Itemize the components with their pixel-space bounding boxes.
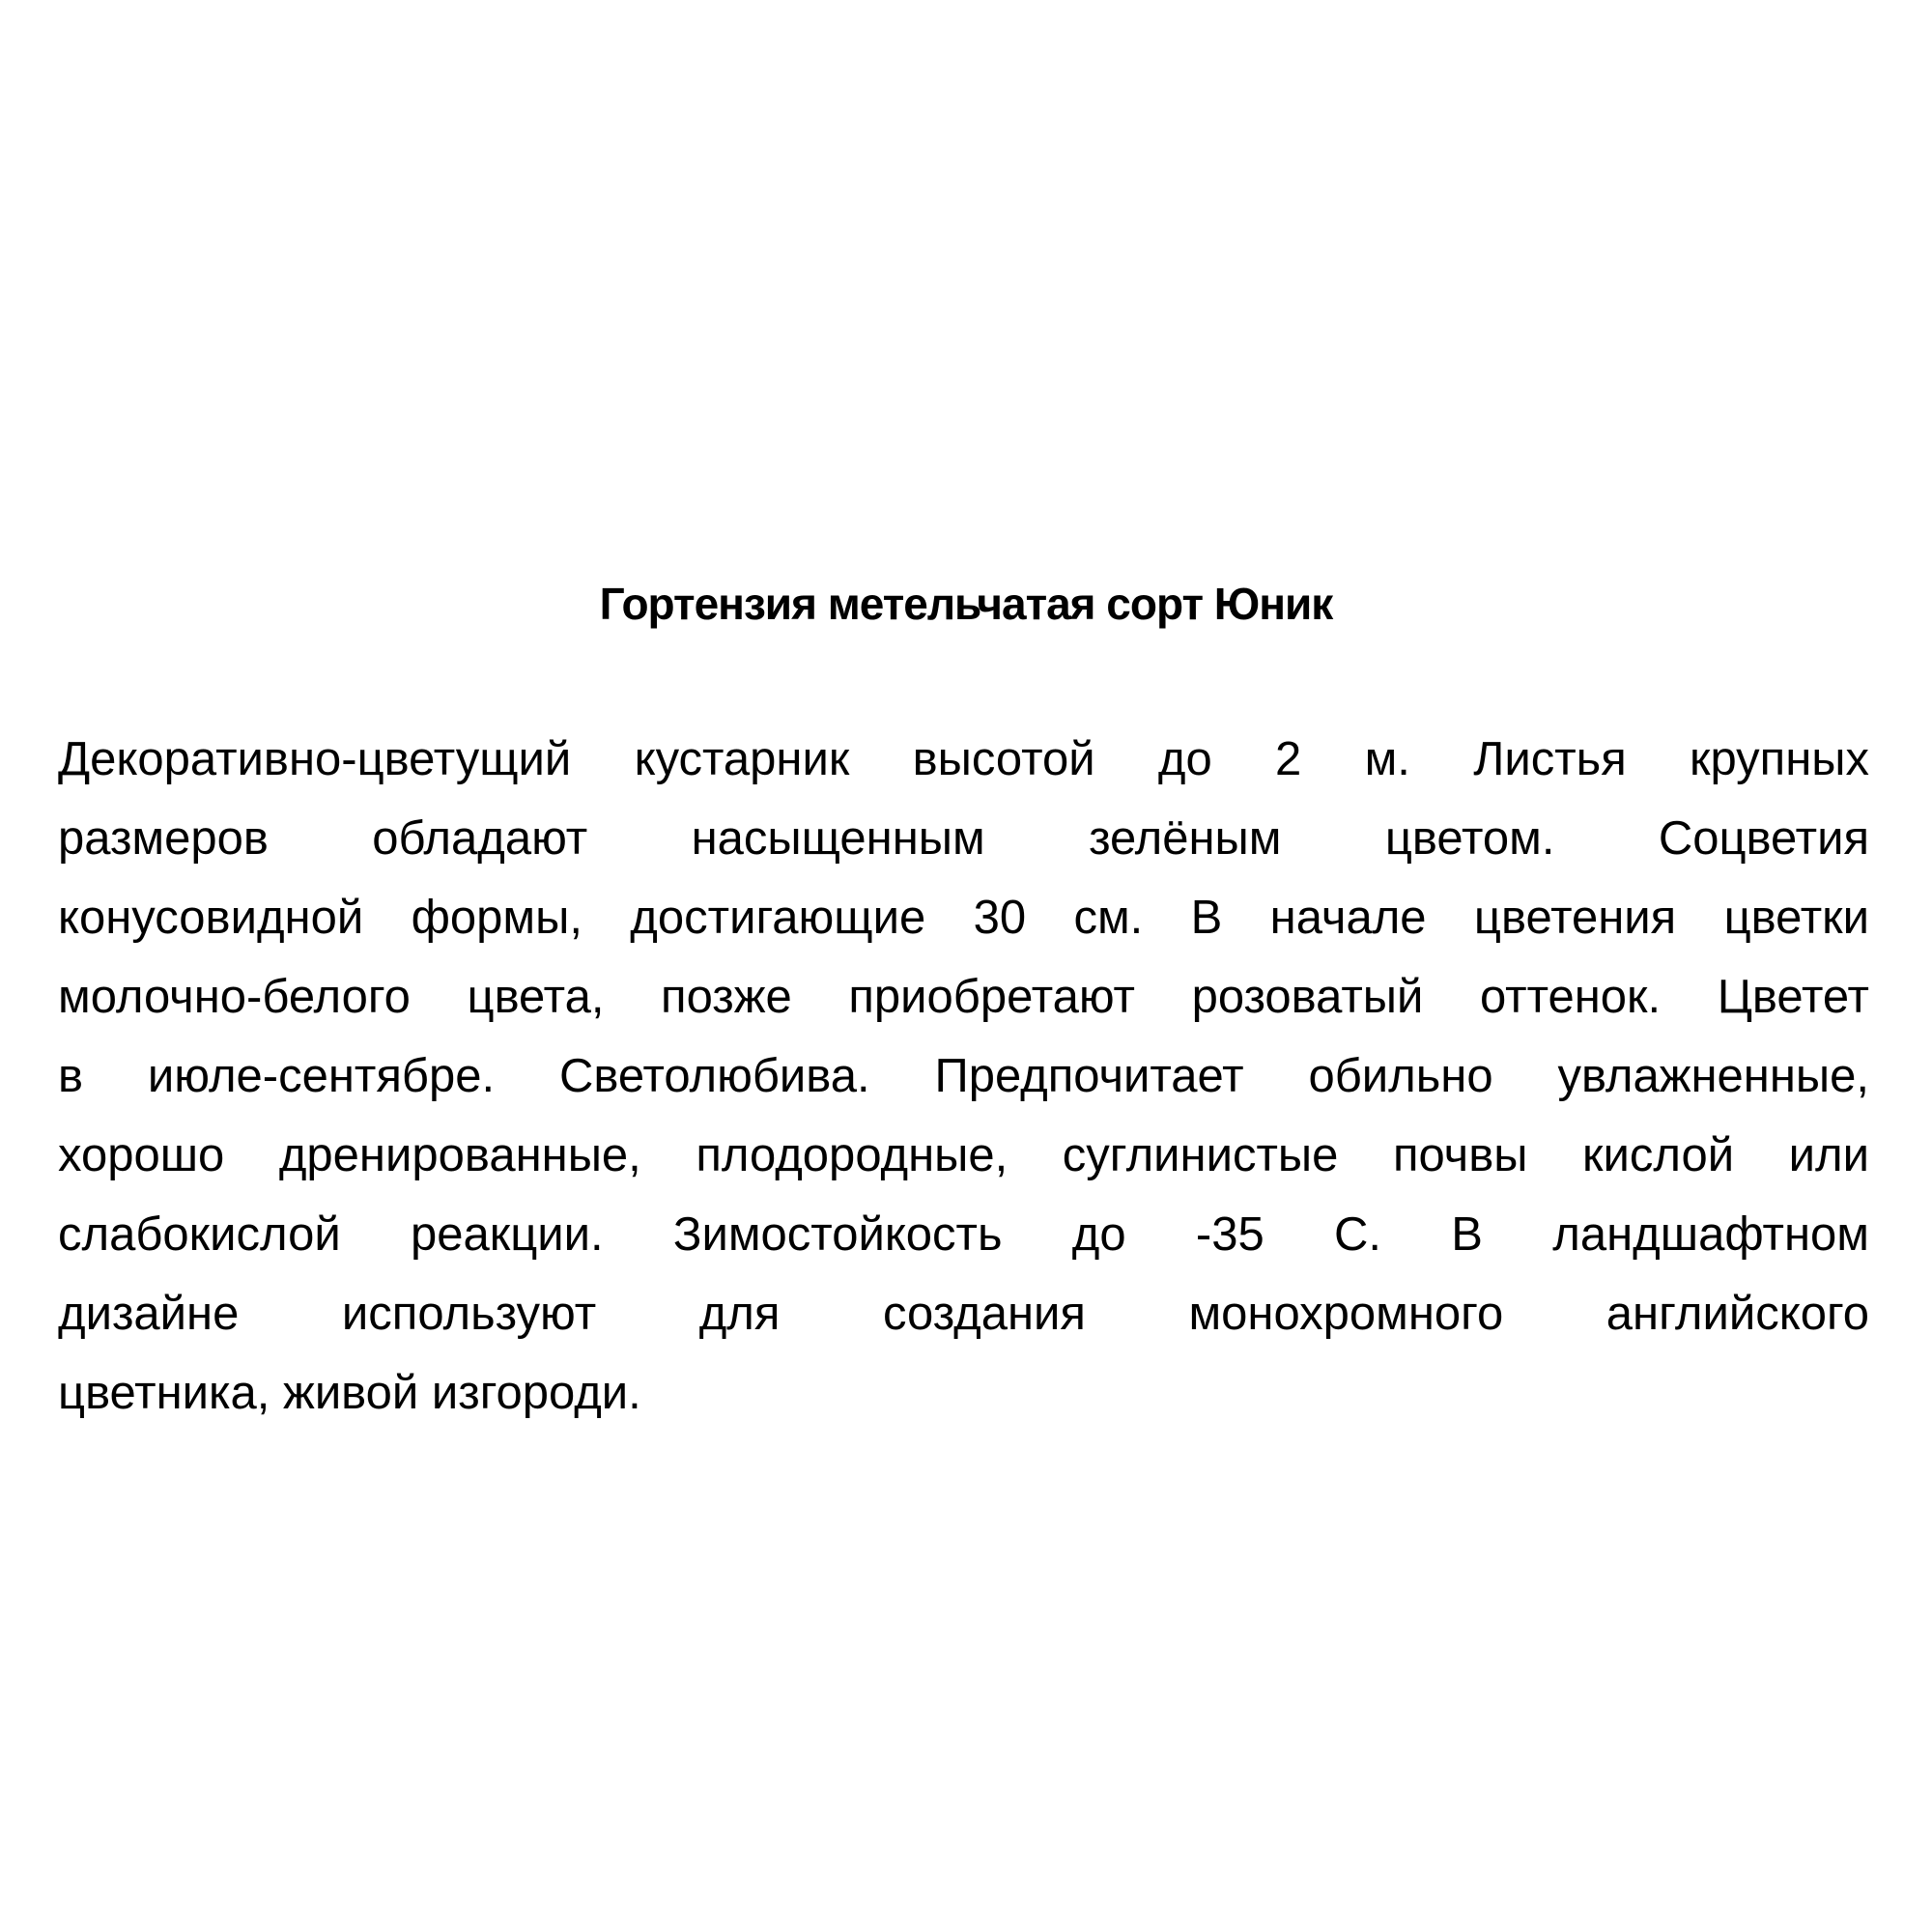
text-line: в июле-сентябре. Светолюбива. Предпочитает обильно увлажненные, — [58, 1050, 1869, 1102]
text-line: хорошо дренированные, плодородные, суглинистые почвы кислой или — [58, 1129, 1869, 1181]
page-title: Гортензия метельчатая сорт Юник — [599, 579, 1333, 629]
description-text — [58, 720, 1869, 1433]
text-line: молочно-белого цвета, позже приобретают розоватый оттенок. Цветет — [58, 971, 1869, 1023]
text-line: конусовидной формы, достигающие 30 см. В начале цветения цветки — [58, 892, 1869, 944]
text-line: цветника, живой изгороди. — [58, 1367, 641, 1419]
text-line: размеров обладают насыщенным зелёным цветом. Соцветия — [58, 812, 1869, 865]
text-line: дизайне используют для создания монохромного английского — [58, 1288, 1869, 1340]
text-line: слабокислой реакции. Зимостойкость до -35 С. В ландшафтном — [58, 1208, 1869, 1261]
text-line: Декоративно-цветущий кустарник высотой до 2 м. Листья крупных — [58, 733, 1869, 785]
